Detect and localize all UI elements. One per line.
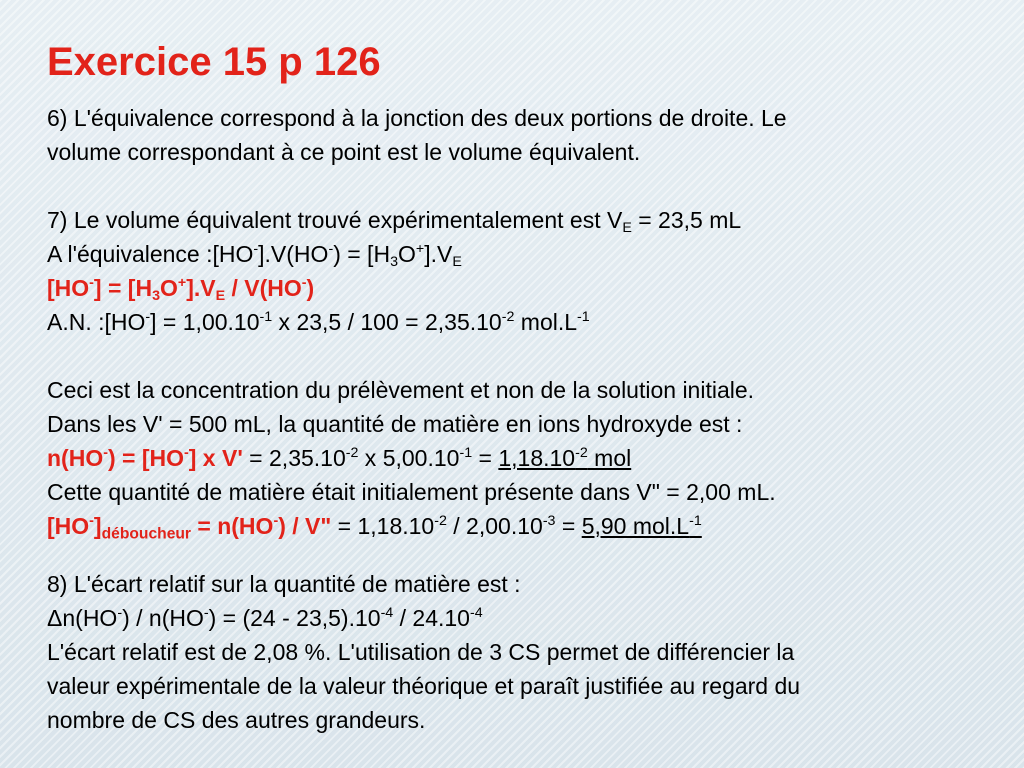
conc-line-2: Dans les V' = 500 mL, la quantité de matière en ions hydroxyde est : [47, 411, 743, 437]
concentration-result [582, 513, 702, 539]
q7-l4-sup3: -2 [501, 309, 515, 326]
conc-l5-a: = 1,18.10 [331, 513, 435, 539]
q7-l3-sub3: 3 [152, 287, 160, 304]
q7-l4-c: x 23,5 / 100 = 2,35.10 [272, 309, 502, 335]
conc-l3-sup1: -2 [345, 445, 359, 462]
quantity-result [498, 445, 631, 471]
q7-l3-a: [HO [47, 275, 90, 301]
q6-line-1: 6) L'équivalence correspond à la jonction des deux portions de droite. Le [47, 105, 787, 131]
q7-l4-d: mol.L [514, 309, 578, 335]
conc-l3-c: = [472, 445, 499, 471]
q7-l3-sup1: - [89, 275, 94, 292]
q8-l2-a: Δn(HO [47, 605, 118, 631]
q7-l1-text-2: = 23,5 mL [631, 207, 742, 233]
q8-line-1: 8) L'écart relatif sur la quantité de matière est : [47, 571, 521, 597]
q7-l3-sub-e: E [215, 287, 226, 304]
q7-l4-sup4: -1 [577, 309, 590, 326]
conc-l5-r3: = n(HO [191, 513, 274, 539]
q8-line-2 [47, 601, 483, 635]
q8-l2-d: / 24.10 [393, 605, 470, 631]
q7-formula-line [47, 271, 314, 305]
conc-l3-rsup2: - [184, 445, 189, 462]
conc-l5-c: = [555, 513, 582, 539]
q8-line-4: valeur expérimentale de la valeur théorique et paraît justifiée au regard du [47, 673, 801, 699]
conc-l3-r2: ) = [HO [107, 445, 184, 471]
q7-l3-c: O [160, 275, 178, 301]
q6-line-2: volume correspondant à ce point est le volume équivalent. [47, 139, 641, 165]
q7-l3-d: ].V [186, 275, 216, 301]
q7-l4-sup2: -1 [259, 309, 273, 326]
conc-l3-r3: ] x V' [188, 445, 243, 471]
q7-l3-sup5: - [301, 275, 307, 292]
conc-l5-rsup1: - [89, 513, 94, 530]
slide-title: Exercice 15 p 126 [47, 40, 381, 84]
q8-line-3: L'écart relatif est de 2,08 %. L'utilisation de 3 CS permet de différencier la [47, 639, 795, 665]
conc-line-1: Ceci est la concentration du prélèvement et non de la solution initiale. [47, 377, 755, 403]
conc-line-3 [47, 441, 631, 475]
q7-l2-sub-e: E [452, 253, 462, 270]
q8-l2-c: ) = (24 - 23,5).10 [208, 605, 381, 631]
conc-l5-usup: -1 [689, 513, 702, 530]
q7-l2-sup4: + [415, 241, 425, 258]
conc-l5-r4: ) / V" [278, 513, 332, 539]
conc-l5-b: / 2,00.10 [446, 513, 543, 539]
conc-l3-u1: 1,18.10 [498, 445, 576, 471]
conc-l3-r1: n(HO [47, 445, 104, 471]
conc-l3-u2: mol [587, 445, 632, 471]
q8-l2-sup3: -4 [380, 605, 394, 622]
conc-l5-sup1: -2 [434, 513, 447, 530]
conc-l3-b: x 5,00.10 [358, 445, 460, 471]
q8-l2-b: ) / n(HO [122, 605, 204, 631]
conc-l3-a: = 2,35.10 [242, 445, 346, 471]
conc-l3-rsup1: - [103, 445, 108, 462]
q7-l3-sup4: + [177, 275, 187, 292]
q7-l2-a: A l'équivalence :[HO [47, 241, 254, 267]
q7-l3-f: ) [306, 275, 315, 301]
conc-line-5 [47, 509, 702, 543]
q7-l1-sub: E [622, 219, 632, 236]
q8-l2-sup4: -4 [469, 605, 483, 622]
q7-l2-d: O [398, 241, 416, 267]
conc-l5-sup2: -3 [542, 513, 556, 530]
conc-l3-usup: -2 [575, 445, 588, 462]
conc-l5-u1: 5,90 mol.L [581, 513, 690, 539]
q7-l2-b: ].V(HO [258, 241, 329, 267]
q7-l3-e: / V(HO [225, 275, 302, 301]
conc-l5-r1: [HO [47, 513, 90, 539]
q7-l2-sup2: - [328, 241, 334, 258]
q8-line-5: nombre de CS des autres grandeurs. [47, 707, 426, 733]
conc-l3-sup2: -1 [459, 445, 473, 462]
conc-l5-r2: ] [93, 513, 102, 539]
q7-l4-a: A.N. :[HO [47, 309, 146, 335]
q7-line-4 [47, 305, 590, 339]
q7-l2-e: ].V [424, 241, 453, 267]
q7-l2-c: ) = [H [333, 241, 391, 267]
q7-l4-b: ] = 1,00.10 [150, 309, 260, 335]
q7-l4-sup1: - [145, 309, 151, 326]
conc-line-4: Cette quantité de matière était initialement présente dans V" = 2,00 mL. [47, 479, 776, 505]
conc-l5-rsub: déboucheur [101, 525, 192, 543]
q8-l2-sup1: - [117, 605, 123, 622]
q7-line-2 [47, 237, 462, 271]
q7-l1-text: 7) Le volume équivalent trouvé expérimentalement est V [47, 207, 623, 233]
q7-l2-sup1: - [253, 241, 259, 258]
conc-l5-rsup2: - [273, 513, 279, 530]
q7-l2-sub3: 3 [390, 253, 398, 270]
q7-l3-b: ] = [H [93, 275, 153, 301]
q8-l2-sup2: - [203, 605, 209, 622]
q7-line-1 [47, 203, 741, 237]
